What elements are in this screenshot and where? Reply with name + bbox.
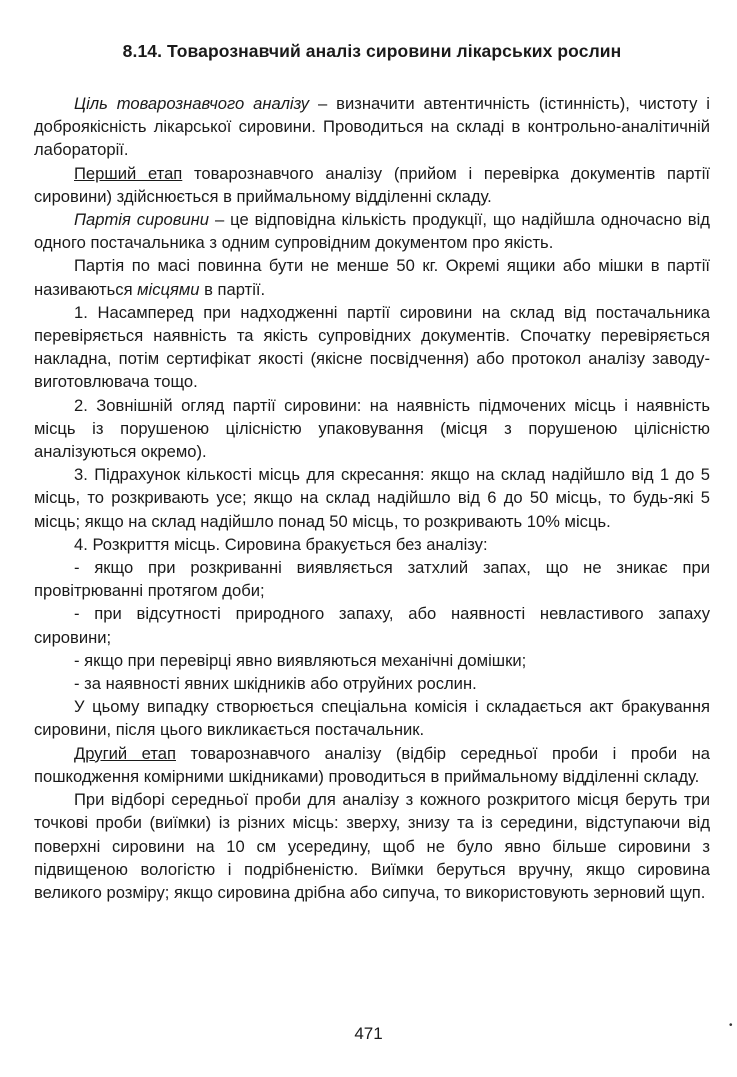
term-batch: Партія сировини bbox=[74, 210, 210, 230]
list-item: - якщо при перевірці явно виявляються механічні домішки; bbox=[74, 650, 527, 670]
paragraph-step-4: 4. Розкриття місць. Сировина бракується без аналізу: bbox=[74, 534, 488, 554]
paragraph-second-stage-text: товарознавчого аналізу (відбір середньої проби і проби на пошкодження комірними шкідниками) проводиться в приймальному відділенні складу. bbox=[34, 743, 710, 786]
list-item: - при відсутності природного запаху, або наявності невластивого запаху сировини; bbox=[34, 604, 710, 647]
paragraph-mass-before: Партія по масі повинна бути не менше 50 кг. Окремі ящики або мішки в партії називаються bbox=[34, 256, 710, 299]
scan-speck: • bbox=[729, 1020, 733, 1031]
paragraph-goal-text: – визначити автентичність (істинність), чистоту і доброякісність лікарської сировини. Проводиться на складі в контрольно-аналітичній лабораторії. bbox=[34, 94, 710, 160]
page-content bbox=[34, 40, 710, 904]
paragraph-batch bbox=[34, 208, 710, 254]
section-heading: 8.14. Товарознавчий аналіз сировини лікарських рослин bbox=[122, 41, 622, 61]
paragraph-first-stage bbox=[34, 162, 710, 208]
paragraph-step-1: 1. Насамперед при надходженні партії сировини на склад від постачальника перевіряється наявність та якість супровідних документів. Спочатку перевіряється накладна, потім сертифікат якості (якісне посвідчення) або протокол аналізу заводу-виготовлювача тощо. bbox=[34, 302, 710, 392]
list-item: - за наявності явних шкідників або отруйних рослин. bbox=[74, 674, 477, 694]
paragraph-mass bbox=[34, 254, 710, 300]
paragraph-goal bbox=[34, 92, 710, 162]
paragraph-batch-text: – це відповідна кількість продукції, що надійшла одночасно від одного постачальника з одним супровідним документом про якість. bbox=[34, 210, 710, 253]
paragraph-sampling: При відборі середньої проби для аналізу з кожного розкритого місця беруть три точкові проби (виїмки) із різних місць: зверху, знизу та із середини, відступаючи від поверхні сировини на 10 см усередину, щоб не було явно більше сировини з підвищеною вологістю і подрібненістю. Виїмки беруться вручну, якщо сировина великого розміру; якщо сировина дрібна або сипуча, то використовують зерновий щуп. bbox=[34, 790, 710, 902]
paragraph-second-stage bbox=[34, 742, 710, 788]
term-second-stage: Другий етап bbox=[74, 743, 176, 763]
term-places: місцями bbox=[137, 279, 200, 299]
term-goal: Ціль товарознавчого аналізу bbox=[74, 94, 310, 113]
list-item: - якщо при розкриванні виявляється затхлий запах, що не зникає при провітрюванні протягом доби; bbox=[34, 558, 710, 601]
page-number: 471 bbox=[354, 1024, 383, 1043]
paragraph-step-3: 3. Підрахунок кількості місць для скресання: якщо на склад надійшло від 1 до 5 місць, то розкривають усе; якщо на склад надійшло від 6 до 50 місць, то будь-які 5 місць; якщо на склад надійшло понад 50 місць, то розкривають 10% місць. bbox=[34, 465, 710, 531]
paragraph-first-stage-text: товарознавчого аналізу (прийом і перевірка документів партії сировини) здійснюється в приймальному відділенні складу. bbox=[34, 163, 710, 206]
term-first-stage: Перший етап bbox=[74, 163, 183, 183]
paragraph-mass-after: в партії. bbox=[199, 279, 266, 299]
paragraph-step-2: 2. Зовнішній огляд партії сировини: на наявність підмочених місць і наявність місць із порушеною цілісністю упаковування (місця з порушеною цілісністю аналізуються окремо). bbox=[34, 395, 710, 462]
paragraph-commission: У цьому випадку створюється спеціальна комісія і складається акт бракування сировини, після цього викликається постачальник. bbox=[34, 697, 710, 740]
